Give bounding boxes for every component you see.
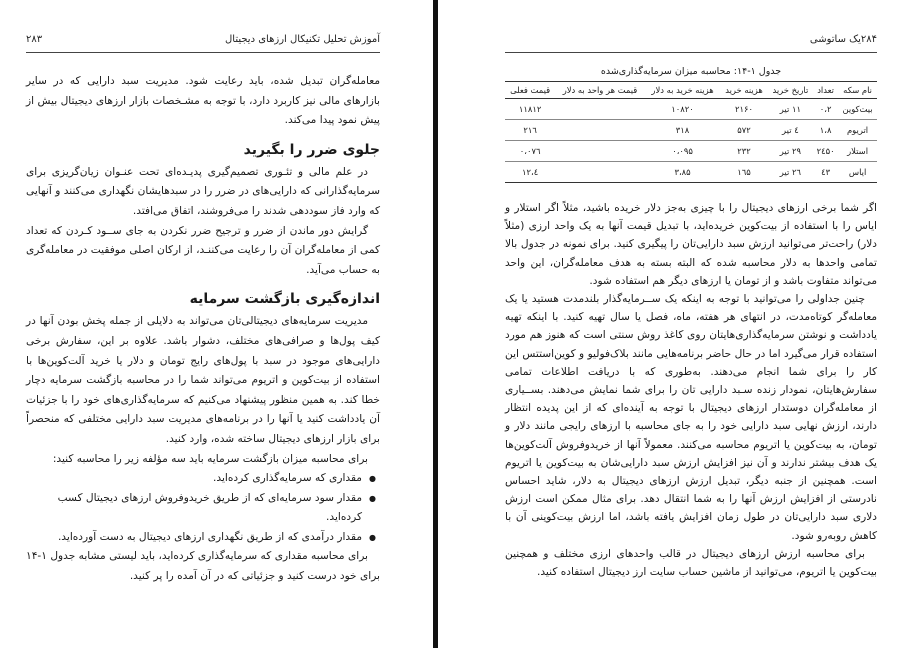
table-cell: ۲۳۲ bbox=[720, 141, 767, 162]
table-cell: ایاس bbox=[838, 162, 877, 183]
table-cell: ۱،۸ bbox=[813, 120, 838, 141]
table-cell: ۳،۸۵ bbox=[645, 162, 721, 183]
table-row bbox=[505, 162, 877, 183]
right-paragraph-1: اگر شما برخی ارزهای دیجیتال را با چیزی به‌جز دلار خریده باشید، مثلاً اگر استلار و ایاس را با استفاده از بیت‌کوین خریده‌اید، با تبدیل قیمت آنها به یک واحد ارزی (مثلاً دلار) راحت‌تر می‌توانید ارزش سبد دارایی‌تان را پیگیری کنید. برای نمونه در جدول بالا تمامی واحدها به دلار محاسبه شده که البته بسته به هدف معامله‌گران، این واحد می‌تواند متفاوت باشد و از تومان یا ارزهای دیگر هم استفاده شود. bbox=[505, 202, 877, 287]
left-running-title: آموزش تحلیل تکنیکال ارزهای دیجیتال bbox=[225, 34, 380, 45]
list-item: ● مقدار درآمدی که از طریق نگهداری ارزهای دیجیتال به دست آورده‌اید. bbox=[26, 528, 362, 548]
table-cell: بیت‌کوین bbox=[838, 99, 877, 120]
right-header-rule bbox=[505, 52, 877, 53]
table-cell: ۲٦ تیر bbox=[768, 162, 813, 183]
column-header: نام سکه bbox=[838, 82, 877, 99]
stop-loss-paragraph-1: در علم مالی و تئـوری تصمیم‌گیری پدیـده‌ای تحت عنـوان زیان‌گریزی برای سرمایه‌گذارانی که دارایی‌های در ضرر را در سبدهایشان نگهداری می‌کنند و آنهایی که وارد فاز سوددهی شدند را می‌فروشند، اتفاق می‌افتد. bbox=[26, 165, 380, 217]
column-header: قیمت فعلی bbox=[505, 82, 555, 99]
table-cell: ٤ تیر bbox=[768, 120, 813, 141]
table-cell: ۰،۰۹۵ bbox=[645, 141, 721, 162]
table-cell: ۱٦۵ bbox=[720, 162, 767, 183]
right-header bbox=[505, 34, 877, 45]
right-page bbox=[447, 0, 899, 648]
roi-components-list bbox=[26, 469, 380, 547]
table-cell: ۱۱۸۱۲ bbox=[505, 99, 555, 120]
roi-paragraph-3: برای محاسبه مقداری که سرمایه‌گذاری کرده‌اید، باید لیستی مشابه جدول ۱-۱۴ برای خود درست کنید و جزئیاتی که در آن آمده را پر کنید. bbox=[26, 550, 380, 583]
table-cell bbox=[555, 99, 645, 120]
column-header: هزینه خرید bbox=[720, 82, 767, 99]
table-row bbox=[505, 99, 877, 120]
list-item: ● مقدار سود سرمایه‌ای که از طریق خریدوفروش ارزهای دیجیتال کسب کرده‌اید. bbox=[26, 489, 362, 528]
table-cell: ۲۱٦ bbox=[505, 120, 555, 141]
table-cell: ۲۹ تیر bbox=[768, 141, 813, 162]
heading-stop-loss: جلوی ضرر را بگیرید bbox=[243, 141, 380, 158]
left-page-number: ۲۸۳ bbox=[26, 34, 43, 45]
left-page bbox=[0, 0, 430, 648]
table-cell: استلار bbox=[838, 141, 877, 162]
left-header-rule bbox=[26, 52, 380, 53]
book-spine bbox=[433, 0, 438, 648]
roi-paragraph-2: برای محاسبه میزان بازگشت سرمایه باید سه مؤلفه زیر را محاسبه کنید: bbox=[52, 452, 368, 465]
table-row bbox=[505, 120, 877, 141]
table-cell bbox=[555, 162, 645, 183]
column-header: قیمت هر واحد به دلار bbox=[555, 82, 645, 99]
right-paragraph-2: چنین جداولی را می‌توانید با توجه به اینکه یک ســرمایه‌گذار بلندمدت هستید یا یک معامله‌گر کوتاه‌مدت، در انتهای هر هفته، ماه، فصل یا سال تهیه کنید. با اینکه تهیه یادداشت و نوشتن سرمایه‌گذاری‌هایتان روی کاغذ روش سنتی است که هنوز هم مورد استفاده قرار می‌گیرد اما در حال حاضر برنامه‌هایی مانند بلاک‌فولیو و کوین‌استتس این کار را برای شما انجام می‌دهند. به‌طوری که با دریافت اطلاعات تمامی سفارش‌هایتان، نمودار زنده سـبد دارایی تان را برای شما نمایش می‌دهند. بســیاری از معامله‌گران دوستدار ارزهای دیجیتال با توجه به آینده‌ای که از این پدیده انتظار دارند، ارزش نهایی سبد دارایی خود را به جای محاسبه با ارزهای رایجی مانند دلار و تومان، به بیت‌کوین یا اتریوم محاسبه می‌کنند. معمولاً آنها از خریدوفروش آلت‌کوین‌ها یک هدف بیشتر ندارند و آن نیز افزایش ارزش سبد دارایی‌شان به بیت‌کوین یا اتریوم است. همچنین از جنبه دیگر، تبدیل ارزش ارزهای دیجیتال به دلار، شاید احساس نادرستی از افزایش ارزش آنها را به شما انتقال دهد. برای مثال ممکن است ارزش دلاری سبد دارایی‌تان در طول زمان افزایش یافته باشد، اما ارزش بیت‌کوینی آن با کاهش روبه‌رو شود. bbox=[505, 293, 877, 542]
table-cell: ٤۳ bbox=[813, 162, 838, 183]
table-cell: ۲۱۶۰ bbox=[720, 99, 767, 120]
table-cell: ۲٤۵۰ bbox=[813, 141, 838, 162]
heading-roi: اندازه‌گیری بازگشت سرمایه bbox=[189, 291, 380, 308]
stop-loss-paragraph-2: گرایش دور ماندن از ضرر و ترجیح ضرر نکردن به جای ســود کـردن که تعداد کمی از معامله‌گران آن را رعایت می‌کننـد، از ارکان اصلی موفقیت در معامله‌گری به حساب می‌آید. bbox=[26, 224, 380, 276]
table-cell: ۰،۰۷٦ bbox=[505, 141, 555, 162]
investment-table bbox=[505, 81, 877, 183]
table-caption: جدول ۱-۱۴: محاسبه میزان سرمایه‌گذاری‌شده bbox=[600, 66, 782, 77]
table-cell: اتریوم bbox=[838, 120, 877, 141]
left-header bbox=[26, 34, 380, 45]
column-header: تعداد bbox=[813, 82, 838, 99]
right-paragraph-3: برای محاسبه ارزش ارزهای دیجیتال در قالب واحدهای ارزی مختلف و همچنین بیت‌کوین یا اتریوم، می‌توانید از ماشین حساب سایت ارز دیجیتال استفاده کنید. bbox=[505, 547, 877, 579]
table-cell: ۵۷۲ bbox=[720, 120, 767, 141]
table-row bbox=[505, 141, 877, 162]
list-item: ● مقداری که سرمایه‌گذاری کرده‌اید. bbox=[26, 469, 362, 489]
right-body bbox=[505, 66, 877, 581]
table-cell bbox=[555, 141, 645, 162]
column-header: هزینه خرید به دلار bbox=[645, 82, 721, 99]
table-cell bbox=[555, 120, 645, 141]
right-running-title: یک ساتوشی bbox=[809, 34, 861, 45]
table-cell: ۰،۲ bbox=[813, 99, 838, 120]
left-body bbox=[26, 72, 380, 587]
table-cell: ۳۱۸ bbox=[645, 120, 721, 141]
intro-paragraph: معامله‌گران تبدیل شده، باید رعایت شود. مدیریت سبد دارایی که در سایر بازارهای مالی نیز کاربرد دارد، با توجه به مشـخصات بازار ارزهای دیجیتال بیش از پیش نمود پیدا می‌کند. bbox=[26, 75, 380, 127]
table-cell: ۱۱ تیر bbox=[768, 99, 813, 120]
table-cell: ۱۰۸۲۰ bbox=[645, 99, 721, 120]
roi-paragraph-1: مدیریت سرمایه‌های دیجیتالی‌تان می‌تواند به دلایلی از جمله پخش بودن آنها در کیف پول‌ها و صرافی‌های مختلف، دشوار باشد. علاوه بر این، سفارش برخی دارایی‌های موجود در سبد با پول‌های رایج تومان و دلار یا خرید آلت‌کوین‌ها با استفاده از بیت‌کوین و اتریوم می‌تواند شما را در محاسبه بازگشت سرمایه دچار خطا کند. به همین منظور پیشنهاد می‌کنیم که سرمایه‌گذاری‌های خود را با جزئیات آن یادداشت کنید یا آنها را در برنامه‌های مدیریت سبد دارایی مختلفی که منحصراً برای بازار ارزهای دیجیتال ساخته شده، وارد کنید. bbox=[26, 315, 380, 445]
column-header: تاریخ خرید bbox=[768, 82, 813, 99]
table-header-row bbox=[505, 82, 877, 99]
right-page-number: ۲۸۴ bbox=[860, 34, 877, 45]
table-cell: ٤،۱۲ bbox=[505, 162, 555, 183]
